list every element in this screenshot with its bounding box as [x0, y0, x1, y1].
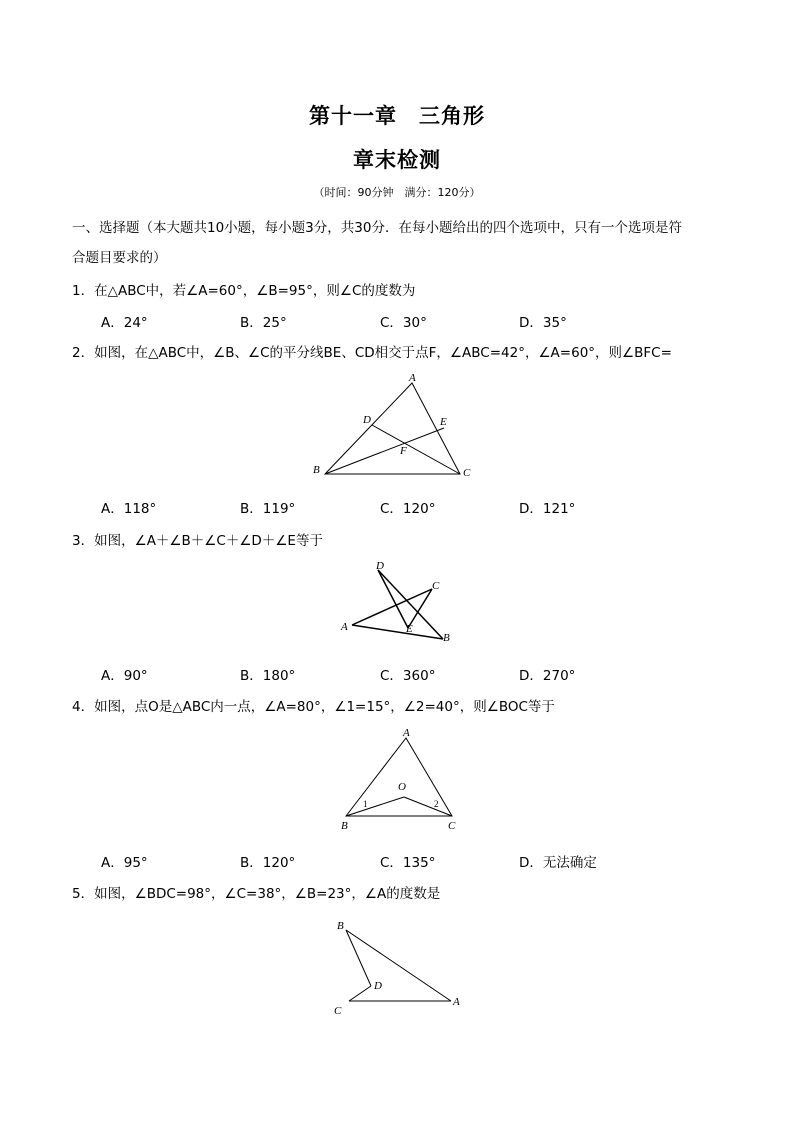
chapter-subtitle: 章末检测 [353, 148, 441, 172]
question-4-text: 4．如图，点O是△ABC内一点，∠A=80°，∠1=15°，∠2=40°，则∠BOC等于 [72, 699, 555, 715]
label-b: B [443, 632, 450, 644]
segment-ed [378, 570, 408, 628]
label-a: A [409, 372, 416, 384]
label-c: C [432, 580, 440, 592]
segment-ba [352, 625, 443, 639]
label-c: C [463, 467, 471, 479]
question-2-option-a[interactable]: A．118° [101, 501, 157, 517]
question-2-text: 2．如图，在△ABC中，∠B、∠C的平分线BE、CD相交于点F，∠ABC=42°，∠A=60°，则∠BFC= [72, 345, 672, 361]
label-e: E [406, 623, 413, 635]
question-3-option-a[interactable]: A．90° [101, 668, 148, 684]
question-3-figure [330, 560, 460, 650]
label-d: D [363, 414, 371, 426]
question-3-option-d[interactable]: D．270° [519, 668, 576, 684]
chapter-title: 第十一章 三角形 [309, 104, 485, 128]
label-e: E [440, 416, 447, 428]
question-3-text: 3．如图，∠A＋∠B＋∠C＋∠D＋∠E等于 [72, 533, 323, 549]
segment-ac [352, 589, 432, 625]
label-d: D [376, 560, 384, 572]
question-5-figure [325, 912, 470, 1022]
triangle-abc [325, 383, 460, 474]
question-4-figure [330, 724, 465, 834]
label-a: A [341, 621, 348, 633]
question-1-text: 1．在△ABC中，若∠A=60°，∠B=95°，则∠C的度数为 [72, 283, 416, 299]
question-4-option-d[interactable]: D．无法确定 [519, 855, 597, 871]
label-angle-1: 1 [363, 799, 368, 809]
question-2-option-c[interactable]: C．120° [380, 501, 436, 517]
label-c: C [448, 820, 456, 832]
label-a: A [453, 996, 460, 1008]
section-instructions-line2: 合题目要求的） [72, 250, 167, 266]
exam-meta: （时间：90分钟 满分：120分） [313, 186, 481, 199]
question-1-option-c[interactable]: C．30° [380, 315, 427, 331]
question-3-option-b[interactable]: B．180° [240, 668, 296, 684]
question-1-option-a[interactable]: A．24° [101, 315, 148, 331]
segment-oc [404, 797, 452, 816]
segment-dc [349, 986, 371, 1001]
label-b: B [341, 820, 348, 832]
label-c: C [334, 1005, 342, 1017]
label-d: D [374, 980, 382, 992]
label-b: B [337, 920, 344, 932]
question-4-option-b[interactable]: B．120° [240, 855, 296, 871]
question-5-text: 5．如图，∠BDC=98°，∠C=38°，∠B=23°，∠A的度数是 [72, 886, 441, 902]
question-4-option-c[interactable]: C．135° [380, 855, 436, 871]
question-2-option-d[interactable]: D．121° [519, 501, 576, 517]
question-2-option-b[interactable]: B．119° [240, 501, 296, 517]
section-instructions-line1: 一、选择题（本大题共10小题，每小题3分，共30分．在每小题给出的四个选项中，只有一个选项是符 [72, 220, 682, 236]
label-a: A [403, 727, 410, 739]
question-1-option-d[interactable]: D．35° [519, 315, 567, 331]
label-b: B [313, 464, 320, 476]
question-4-option-a[interactable]: A．95° [101, 855, 148, 871]
question-2-figure [300, 370, 490, 485]
segment-bo [346, 797, 404, 816]
label-o: O [398, 781, 406, 793]
label-angle-2: 2 [434, 799, 439, 809]
question-1-option-b[interactable]: B．25° [240, 315, 287, 331]
label-f: F [400, 445, 407, 457]
question-3-option-c[interactable]: C．360° [380, 668, 436, 684]
bisector-be [325, 428, 444, 474]
